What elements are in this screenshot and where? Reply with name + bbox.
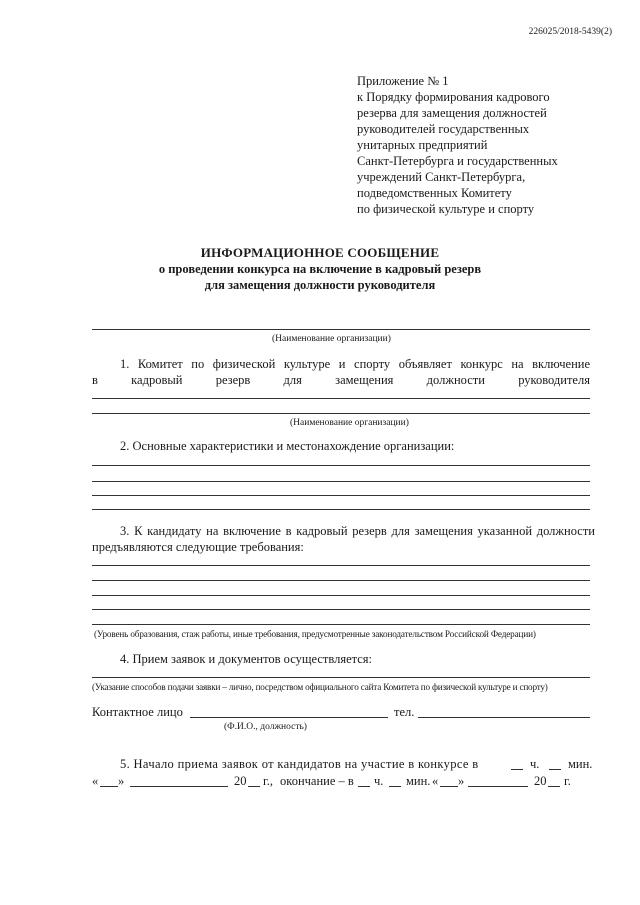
start-year-field[interactable] <box>248 786 260 787</box>
document-number: 226025/2018-5439(2) <box>528 27 612 37</box>
open-quote: « <box>92 774 99 788</box>
section-1-line-1: 1. Комитет по физической культуре и спорту объявляет конкурс на включение <box>120 357 590 371</box>
year-suffix-end: г. <box>564 774 571 788</box>
start-month-field[interactable] <box>130 786 228 787</box>
section-3-line-2: предъявляются следующие требования: <box>92 540 304 554</box>
start-minute-field[interactable] <box>549 769 561 770</box>
hour-label: ч. <box>530 757 540 771</box>
contact-person-field[interactable] <box>190 717 388 718</box>
section-3-field-line[interactable] <box>92 565 590 566</box>
document-title <box>0 245 640 293</box>
section-3-field-line[interactable] <box>92 609 590 610</box>
section-2-field-line[interactable] <box>92 509 590 510</box>
appendix-line: к Порядку формирования кадрового <box>357 90 550 104</box>
section-2-text: 2. Основные характеристики и местонахождение организации: <box>120 439 455 453</box>
section-4-text: 4. Прием заявок и документов осуществляется: <box>120 652 373 666</box>
section-2-field-line[interactable] <box>92 465 590 466</box>
section-1-word: должности <box>426 373 485 387</box>
start-day-field[interactable] <box>100 786 118 787</box>
appendix-line: унитарных предприятий <box>357 138 488 152</box>
appendix-note <box>357 73 607 217</box>
appendix-line: руководителей государственных <box>357 122 530 136</box>
section-1-word: замещения <box>335 373 394 387</box>
section-1-line-2 <box>92 372 590 388</box>
section-5-line-1: 5. Начало приема заявок от кандидатов на участие в конкурсе в <box>120 757 479 771</box>
close-quote: » <box>118 774 125 788</box>
requirements-caption: (Уровень образования, стаж работы, иные требования, предусмотренные законодательством Российской Федерации) <box>94 629 536 639</box>
end-label: окончание – в <box>280 774 354 788</box>
fio-caption: (Ф.И.О., должность) <box>224 722 307 732</box>
phone-field[interactable] <box>418 717 590 718</box>
open-quote: « <box>432 774 439 788</box>
section-1-word: кадровый <box>131 373 183 387</box>
appendix-line: Санкт-Петербурга и государственных <box>357 154 558 168</box>
section-1-word: руководителя <box>518 373 590 387</box>
section-1-field-line[interactable] <box>92 398 590 399</box>
year-prefix: 20 <box>534 774 547 788</box>
year-prefix: 20 <box>234 774 247 788</box>
close-quote: » <box>458 774 465 788</box>
end-hour-field[interactable] <box>358 786 370 787</box>
start-hour-field[interactable] <box>511 769 523 770</box>
section-3-line-1: 3. К кандидату на включение в кадровый резерв для замещения указанной должности <box>120 524 595 538</box>
section-1-word: в <box>92 373 98 387</box>
minute-label: мин. <box>568 757 593 771</box>
contact-label: Контактное лицо <box>92 705 183 719</box>
appendix-line: учреждений Санкт-Петербурга, <box>357 170 526 184</box>
section-3-field-line[interactable] <box>92 595 590 596</box>
appendix-line: Приложение № 1 <box>357 74 449 88</box>
year-suffix: г., <box>263 774 273 788</box>
section-2-field-line[interactable] <box>92 481 590 482</box>
end-minute-label: мин. <box>406 774 431 788</box>
title-line-3: для замещения должности руководителя <box>204 278 436 292</box>
appendix-line: резерва для замещения должностей <box>357 106 547 120</box>
submission-caption: (Указание способов подачи заявки – лично, посредством официального сайта Комитета по физической культуре и спорту) <box>92 682 548 692</box>
end-minute-field[interactable] <box>389 786 401 787</box>
org-name-field-line[interactable] <box>92 329 590 330</box>
phone-label: тел. <box>394 705 415 719</box>
section-1-field-line[interactable] <box>92 413 590 414</box>
org-name-caption: (Наименование организации) <box>272 334 391 344</box>
end-hour-label: ч. <box>374 774 384 788</box>
title-main: ИНФОРМАЦИОННОЕ СООБЩЕНИЕ <box>200 245 440 260</box>
section-3-field-line[interactable] <box>92 624 590 625</box>
title-line-2: о проведении конкурса на включение в кадровый резерв <box>158 262 482 276</box>
end-month-field[interactable] <box>468 786 528 787</box>
section-3-field-line[interactable] <box>92 580 590 581</box>
section-2-field-line[interactable] <box>92 495 590 496</box>
appendix-line: подведомственных Комитету <box>357 186 512 200</box>
section-4-field-line[interactable] <box>92 677 590 678</box>
end-year-field[interactable] <box>548 786 560 787</box>
appendix-line: по физической культуре и спорту <box>357 202 535 216</box>
section-1-word: для <box>283 373 302 387</box>
section-1-word: резерв <box>215 373 251 387</box>
end-day-field[interactable] <box>440 786 458 787</box>
org-name-caption: (Наименование организации) <box>290 418 409 428</box>
